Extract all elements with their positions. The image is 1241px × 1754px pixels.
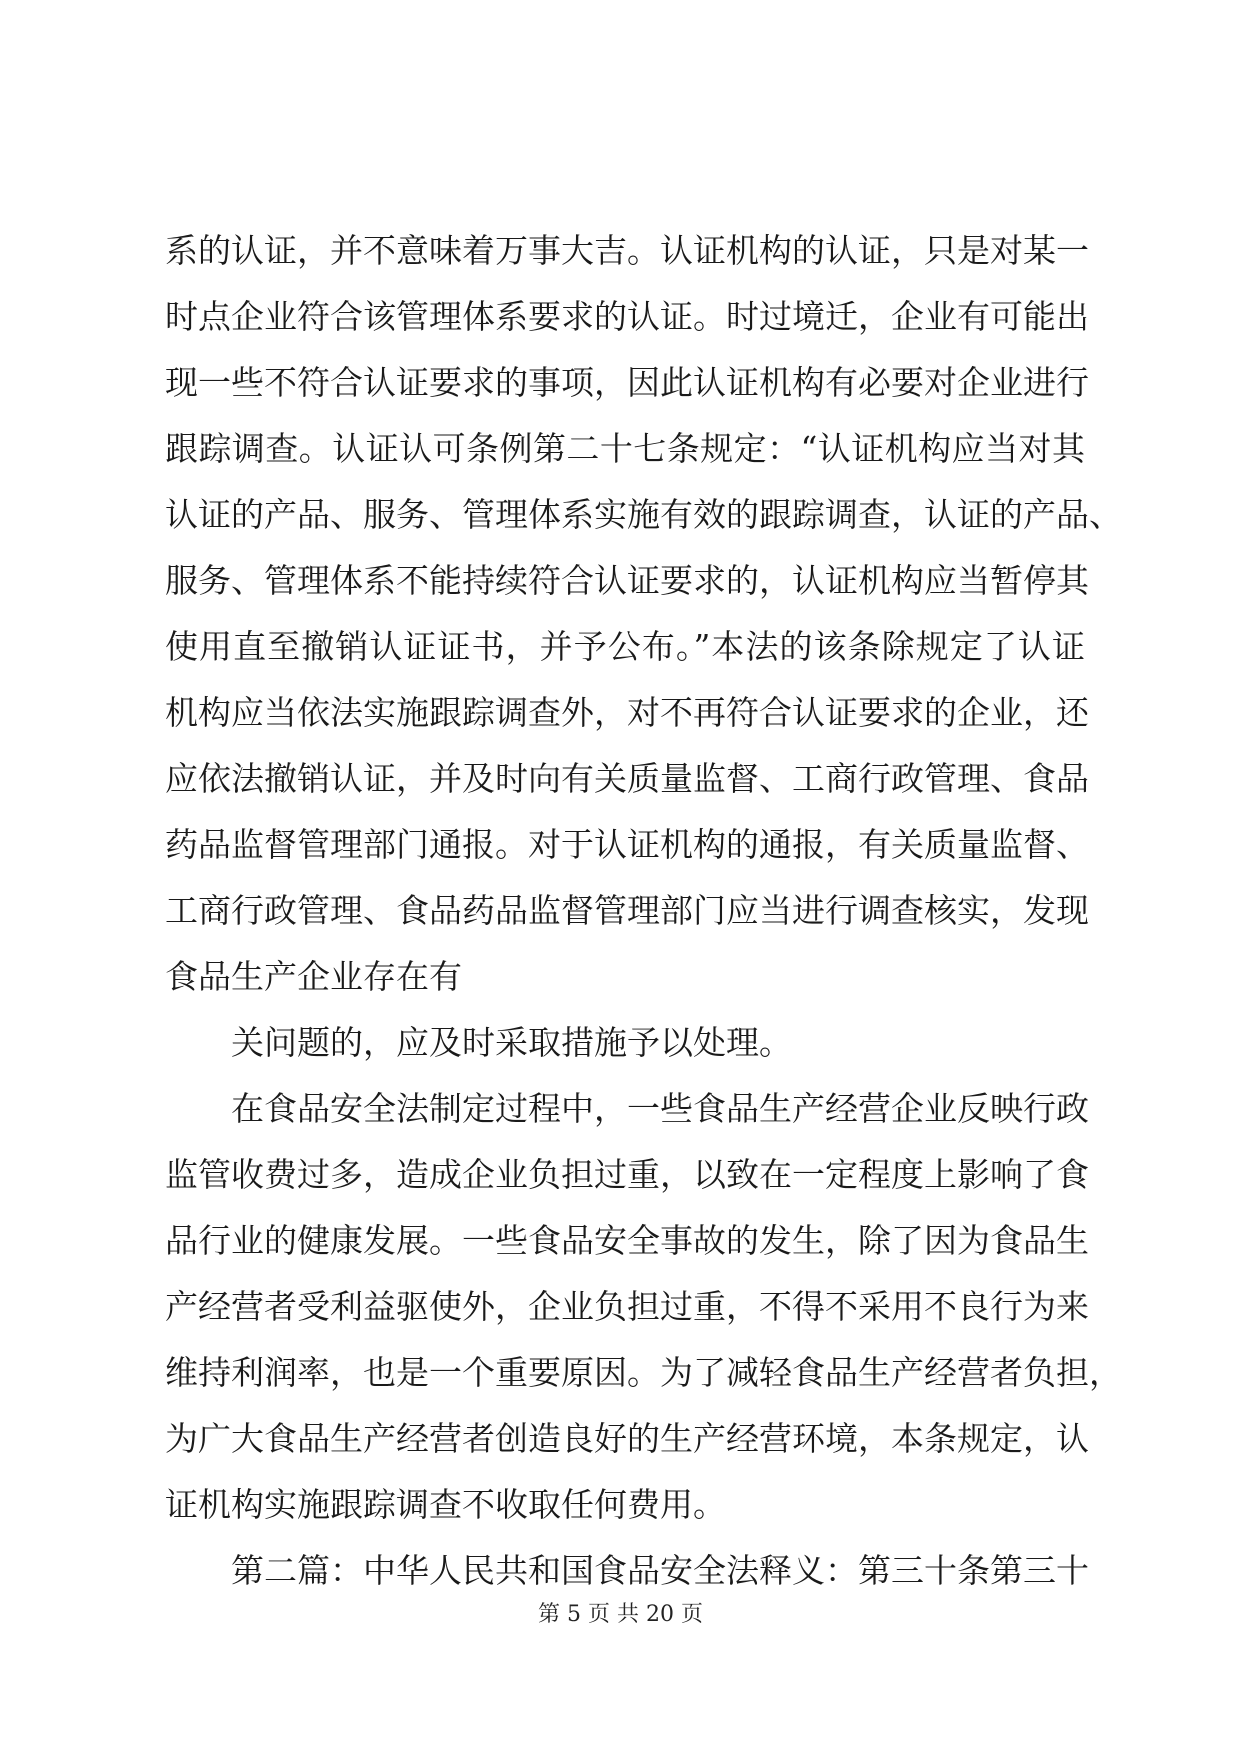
paragraph-2	[165, 1010, 1085, 1076]
text-line: 药品监督管理部门通报。对于认证机构的通报，有关质量监督、	[165, 825, 1089, 864]
section-heading	[165, 1538, 1089, 1604]
text-line: 证机构实施跟踪调查不收取任何费用。	[165, 1485, 726, 1524]
text-line: 第二篇：中华人民共和国食品安全法释义：第三十条第三十	[231, 1551, 1089, 1590]
text-line: 现一些不符合认证要求的事项，因此认证机构有必要对企业进行	[165, 363, 1089, 402]
text-line: 认证的产品、服务、管理体系实施有效的跟踪调查，认证的产品、	[165, 495, 1122, 534]
text-line: 应依法撤销认证，并及时向有关质量监督、工商行政管理、食品	[165, 759, 1089, 798]
text-line: 使用直至撤销认证证书，并予公布。”本法的该条除规定了认证	[165, 627, 1085, 666]
text-line: 工商行政管理、食品药品监督管理部门应当进行调查核实，发现	[165, 891, 1089, 930]
text-line: 监管收费过多，造成企业负担过重，以致在一定程度上影响了食	[165, 1155, 1089, 1194]
text-line: 系的认证，并不意味着万事大吉。认证机构的认证，只是对某一	[165, 231, 1089, 270]
text-line: 机构应当依法实施跟踪调查外，对不再符合认证要求的企业，还	[165, 693, 1089, 732]
text-line: 产经营者受利益驱使外，企业负担过重，不得不采用不良行为来	[165, 1287, 1089, 1326]
text-line: 品行业的健康发展。一些食品安全事故的发生，除了因为食品生	[165, 1221, 1089, 1260]
text-line: 在食品安全法制定过程中，一些食品生产经营企业反映行政	[231, 1089, 1089, 1128]
page-footer: 第 5 页 共 20 页	[538, 1602, 703, 1627]
text-line: 维持利润率，也是一个重要原因。为了减轻食品生产经营者负担，	[165, 1353, 1122, 1392]
text-line: 为广大食品生产经营者创造良好的生产经营环境，本条规定，认	[165, 1419, 1089, 1458]
text-line: 关问题的，应及时采取措施予以处理。	[231, 1023, 792, 1062]
text-line: 跟踪调查。认证认可条例第二十七条规定：“认证机构应当对其	[165, 429, 1085, 468]
text-line: 食品生产企业存在有	[165, 957, 462, 996]
text-line: 时点企业符合该管理体系要求的认证。时过境迁，企业有可能出	[165, 297, 1089, 336]
paragraph-3	[165, 1076, 1122, 1538]
document-body	[165, 218, 1122, 1604]
paragraph-1	[165, 218, 1122, 1010]
text-line: 服务、管理体系不能持续符合认证要求的，认证机构应当暂停其	[165, 561, 1089, 600]
